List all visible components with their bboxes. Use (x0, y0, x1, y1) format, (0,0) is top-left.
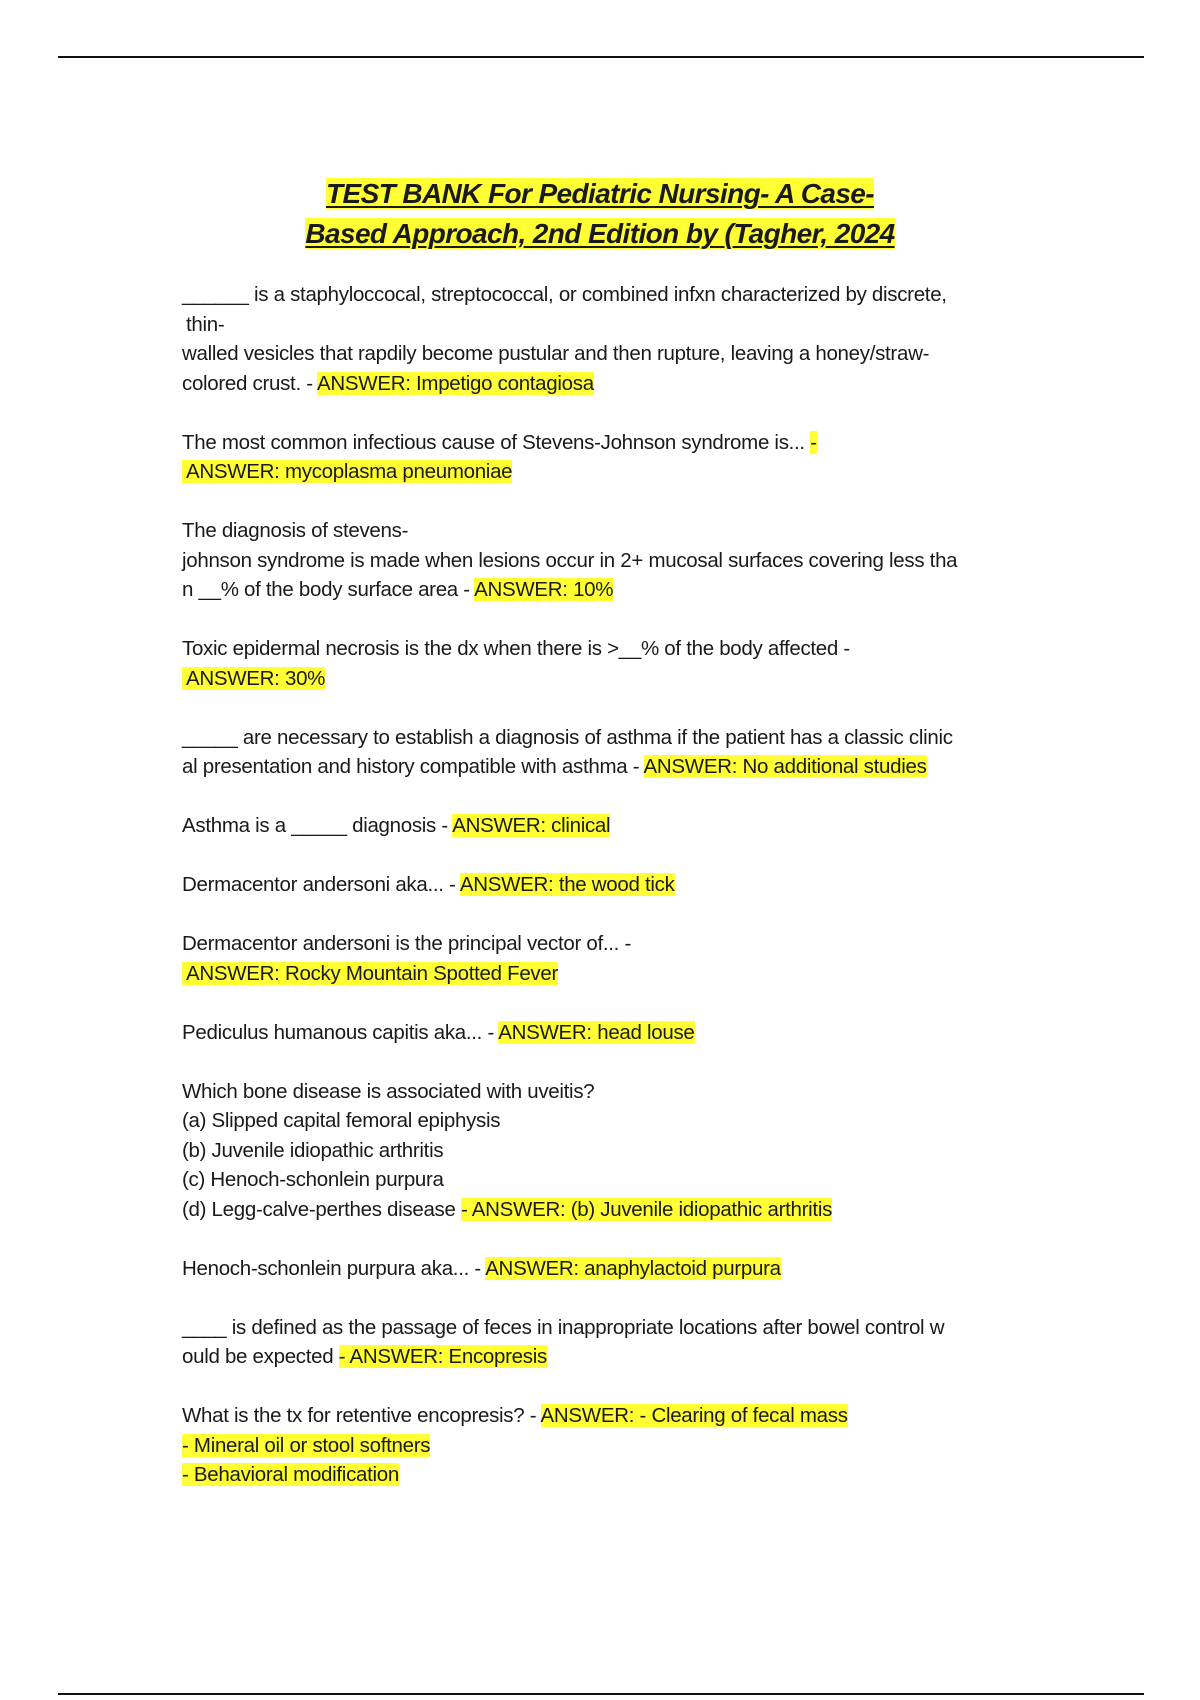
answer-text: ANSWER: 30% (182, 667, 325, 690)
qa-item (182, 1018, 1032, 1048)
top-rule (58, 56, 1144, 58)
answer-text: ANSWER: head louse (498, 1020, 695, 1044)
answer-text: - ANSWER: Encopresis (338, 1345, 547, 1368)
qa-item (182, 1401, 1032, 1490)
qa-item (182, 428, 1032, 487)
question-line: Henoch-schonlein purpura aka... - (182, 1256, 486, 1280)
qa-item (182, 634, 1032, 693)
question-line: colored crust. - (182, 371, 318, 395)
answer-text: ANSWER: clinical (452, 814, 611, 837)
question-line: What is the tx for retentive encopresis? - (182, 1404, 541, 1427)
question-line: _____ are necessary to establish a diagnosis of asthma if the patient has a classic clinic (182, 725, 953, 749)
question-line: ____ is defined as the passage of feces in inappropriate locations after bowel control w (182, 1315, 945, 1339)
question-line: ould be expected (182, 1345, 339, 1368)
answer-text: ANSWER: mycoplasma pneumoniae (182, 460, 512, 483)
title-line-1: TEST BANK For Pediatric Nursing- A Case- (325, 178, 874, 209)
qa-item (182, 1077, 1032, 1225)
qa-item (182, 280, 1032, 398)
question-line: Asthma is a _____ diagnosis - (182, 814, 453, 837)
answer-text: - Behavioral modification (182, 1463, 399, 1486)
question-line: The diagnosis of stevens- (182, 519, 409, 542)
qa-item (182, 811, 1032, 841)
question-line: ______ is a staphyloccocal, streptococcal, or combined infxn characterized by discrete, (182, 283, 947, 306)
answer-text: ANSWER: Impetigo contagiosa (317, 371, 594, 395)
answer-text: ANSWER: anaphylactoid purpura (485, 1256, 781, 1280)
question-line: johnson syndrome is made when lesions occur in 2+ mucosal surfaces covering less tha (182, 548, 958, 572)
question-line: thin- (186, 312, 225, 336)
answer-text: ANSWER: the wood tick (459, 873, 675, 896)
qa-item (182, 516, 1032, 605)
document-title (0, 174, 1200, 254)
option-line: (c) Henoch-schonlein purpura (182, 1168, 444, 1191)
option-line: (a) Slipped capital femoral epiphysis (182, 1109, 501, 1132)
question-line: Dermacentor andersoni aka... - (182, 873, 460, 896)
option-line: (d) Legg-calve-perthes disease (182, 1197, 461, 1221)
qa-list (182, 280, 1032, 1519)
question-line: Pediculus humanous capitis aka... - (182, 1020, 499, 1044)
qa-item (182, 1254, 1032, 1284)
question-line: al presentation and history compatible with asthma - (182, 755, 644, 778)
qa-item (182, 723, 1032, 782)
bottom-rule (58, 1693, 1144, 1695)
answer-text: ANSWER: - Clearing of fecal mass (540, 1404, 848, 1427)
question-line: Which bone disease is associated with uveitis? (182, 1079, 595, 1103)
title-line-2: Based Approach, 2nd Edition by (Tagher, 2024 (305, 218, 895, 249)
answer-dash: - (810, 430, 817, 454)
answer-text: ANSWER: No additional studies (643, 755, 927, 778)
question-line: The most common infectious cause of Stevens-Johnson syndrome is... (182, 430, 811, 454)
question-line: Dermacentor andersoni is the principal vector of... - (182, 932, 631, 955)
answer-text: - ANSWER: (b) Juvenile idiopathic arthritis (461, 1197, 833, 1221)
qa-item (182, 929, 1032, 988)
answer-text: ANSWER: 10% (474, 578, 614, 601)
question-line: n __% of the body surface area - (182, 578, 475, 601)
qa-item (182, 870, 1032, 900)
qa-item (182, 1313, 1032, 1372)
answer-text: - Mineral oil or stool softners (182, 1433, 431, 1457)
question-line: walled vesicles that rapdily become pustular and then rupture, leaving a honey/straw- (182, 342, 930, 365)
answer-text: ANSWER: Rocky Mountain Spotted Fever (182, 962, 558, 985)
option-line: (b) Juvenile idiopathic arthritis (182, 1138, 444, 1162)
question-line: Toxic epidermal necrosis is the dx when there is >__% of the body affected - (182, 637, 850, 660)
